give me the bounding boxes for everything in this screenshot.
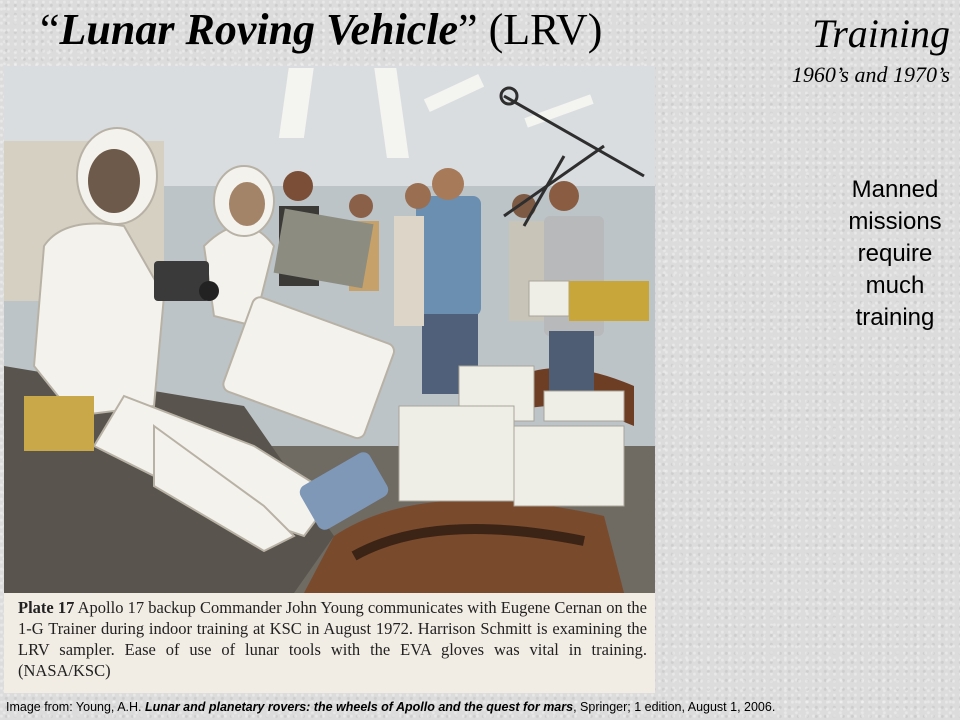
- training-photo-figure: [4, 66, 655, 693]
- title-abbreviation: (LRV): [477, 5, 603, 54]
- caption-plate-label: Plate 17: [18, 598, 75, 617]
- title-vehicle-name: Lunar Roving Vehicle: [59, 5, 459, 54]
- photo-caption: [8, 597, 651, 681]
- title-open-quote: “: [40, 5, 60, 54]
- title-close-quote: ”: [458, 5, 478, 54]
- caption-text: Apollo 17 backup Commander John Young communicates with Eugene Cernan on the 1-G Trainer during indoor training at KSC in August 1972. Harrison Schmitt is examining the LRV sampler. Ease of use of lunar tools with the EVA gloves was vital in training. (NASA/KSC): [18, 598, 647, 680]
- credit-suffix: , Springer; 1 edition, August 1, 2006.: [573, 700, 776, 714]
- era-subheading: 1960’s and 1970’s: [791, 62, 950, 87]
- slide-title: [40, 4, 602, 55]
- image-credit: [6, 700, 956, 714]
- credit-prefix: Image from: Young, A.H.: [6, 700, 145, 714]
- section-heading: Training: [812, 11, 950, 56]
- credit-book-title: Lunar and planetary rovers: the wheels of Apollo and the quest for mars: [144, 700, 574, 714]
- astronaut-training-photo: [4, 66, 655, 593]
- side-note: Manned missions require much training: [848, 176, 942, 331]
